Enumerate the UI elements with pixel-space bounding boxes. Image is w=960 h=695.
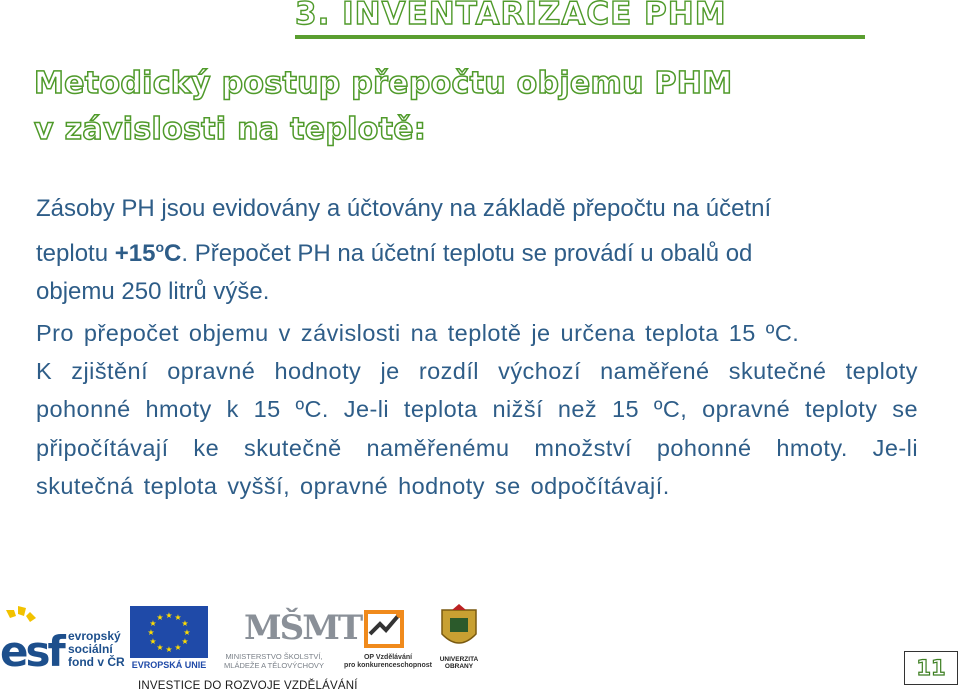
paragraph-intro [36,190,926,311]
slide-title-line1: Metodický postup přepočtu objemu PHM [34,66,733,101]
text-segment: teplotu [36,240,115,267]
msmt-label-line2: MLÁDEŽE A TĚLOVÝCHOVY [224,661,324,670]
msmt-logo [214,604,362,674]
svg-text:★: ★ [156,613,164,622]
paragraph-intro-line2 [36,228,926,273]
university-label-line2: OBRANY [444,663,474,670]
op-logo [340,604,436,674]
svg-text:★: ★ [149,619,157,628]
svg-text:★: ★ [149,637,157,646]
svg-text:★: ★ [174,643,182,652]
degree-sign: o [155,239,165,255]
msmt-label [214,652,334,670]
page-number: 11 [916,656,946,680]
svg-text:★: ★ [181,619,189,628]
msmt-label-line1: MINISTERSTVO ŠKOLSTVÍ, [225,652,323,661]
svg-text:★: ★ [174,613,182,622]
esf-label-line3: fond v ČR [68,655,125,669]
text-segment: . Přepočet PH na účetní teplotu se provádí u obalů od [181,240,753,267]
svg-text:★: ★ [181,637,189,646]
footer-note: INVESTICE DO ROZVOJE VZDĚLÁVÁNÍ [138,680,358,692]
page-number-box [904,651,958,685]
header-divider [295,35,865,39]
svg-text:★: ★ [147,628,155,637]
op-mark-icon [340,604,436,654]
op-label-line2: pro konkurenceschopnost [344,662,432,669]
svg-text:★: ★ [156,643,164,652]
op-label-line1: OP Vzdělávání [363,654,413,661]
svg-text:★: ★ [165,645,173,654]
temperature-unit: C [164,240,182,267]
esf-mark-icon [0,606,70,674]
section-title: 3. INVENTARIZACE PHM [295,0,727,32]
paragraph-method-body: K zjištění opravné hodnoty je rozdíl výchozí naměřené skutečné teploty pohonné hmoty k 15 ºC. Je-li teplota nižší než 15 ºC, opravné teploty se připočítávají ke skutečně naměřenému množství pohonné hmoty. Je-li skutečná teplota vyšší, opravné hodnoty se odpočítávají. [36,358,918,499]
university-logo [436,604,482,674]
esf-label-line1: evropský [68,629,121,643]
eu-label: EVROPSKÁ UNIE [131,660,207,670]
eu-logo [128,604,210,674]
esf-label [68,630,125,669]
esf-label-line2: sociální [68,642,113,656]
msmt-mark-icon: MŠMT [244,608,362,648]
op-label [340,654,436,670]
esf-mark-text: esf [0,627,63,674]
eu-flag-icon [130,606,208,658]
university-crest-icon [436,604,482,654]
esf-logo [0,606,125,674]
svg-text:★: ★ [183,628,191,637]
university-label-line1: UNIVERZITA [439,656,479,663]
paragraph-intro-line1: Zásoby PH jsou evidovány a účtovány na základě přepočtu na účetní [36,195,772,222]
paragraph-method-line1: Pro přepočet objemu v závislosti na teplotě je určena teplota 15 ºC. [36,320,800,346]
paragraph-intro-line3: objemu 250 litrů výše. [36,278,270,305]
temperature-value: +15 [114,240,156,267]
paragraph-method [36,314,918,505]
slide-title-line2: v závislosti na teplotě: [34,112,427,147]
university-label [436,656,482,670]
svg-text:★: ★ [165,611,173,620]
